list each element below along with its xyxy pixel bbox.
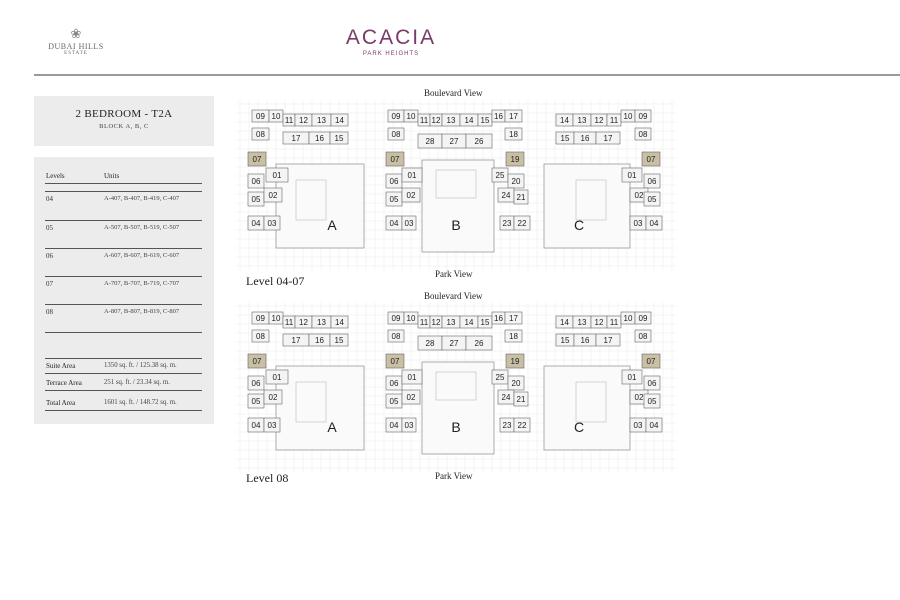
block-label: B xyxy=(451,217,461,233)
table-row-units: A-807, B-807, B-819, C-807 xyxy=(104,308,180,315)
unit-number: 06 xyxy=(251,379,261,388)
unit-number: 17 xyxy=(603,336,613,345)
dubai-hills-logo xyxy=(44,28,108,56)
unit-number: 11 xyxy=(284,318,294,327)
unit-number: 14 xyxy=(335,116,344,125)
unit-number: 16 xyxy=(494,314,503,323)
unit-number: 02 xyxy=(406,191,416,200)
table-divider xyxy=(45,358,202,359)
unit-number: 12 xyxy=(431,318,441,327)
unit-number: 06 xyxy=(647,379,657,388)
unit-number: 13 xyxy=(317,318,326,327)
unit-number: 05 xyxy=(647,397,657,406)
unit-number: 16 xyxy=(580,336,590,345)
unit-number: 05 xyxy=(389,195,399,204)
block-label: C xyxy=(573,217,585,233)
unit-number: 08 xyxy=(391,130,401,139)
unit-number: 04 xyxy=(389,219,399,228)
unit-number: 24 xyxy=(501,393,511,402)
unit-number: 17 xyxy=(603,134,613,143)
table-row-level: 08 xyxy=(46,308,53,316)
unit-number: 25 xyxy=(495,373,505,382)
unit-type-title: 2 BEDROOM - T2A xyxy=(75,108,173,120)
header xyxy=(0,0,900,76)
table-divider xyxy=(45,276,202,277)
unit-number: 12 xyxy=(594,318,604,327)
unit-number: 11 xyxy=(609,318,619,327)
unit-number: 07 xyxy=(252,155,262,164)
unit-number: 15 xyxy=(560,134,570,143)
unit-number: 15 xyxy=(334,336,344,345)
unit-number: 04 xyxy=(649,421,659,430)
unit-number: 13 xyxy=(446,318,456,327)
unit-number: 08 xyxy=(638,332,648,341)
floor-plan-level-04-07 xyxy=(236,100,676,270)
unit-number: 16 xyxy=(494,112,503,121)
unit-number: 05 xyxy=(251,397,261,406)
unit-number: 02 xyxy=(268,393,278,402)
plan2-top-label: Boulevard View xyxy=(424,291,483,301)
unit-number: 09 xyxy=(638,314,648,323)
dubai-hills-logo-line2: ESTATE xyxy=(64,51,88,56)
table-row-units: A-607, B-607, B-619, C-607 xyxy=(104,252,180,259)
unit-number: 10 xyxy=(623,314,633,323)
unit-number: 10 xyxy=(271,112,281,121)
unit-number: 03 xyxy=(267,421,277,430)
table-divider xyxy=(45,373,202,374)
flower-icon: ❀ xyxy=(70,26,82,41)
unit-number: 09 xyxy=(256,314,265,323)
unit-number: 11 xyxy=(419,116,429,125)
unit-number: 23 xyxy=(502,219,512,228)
unit-number: 14 xyxy=(335,318,344,327)
unit-number: 03 xyxy=(404,219,414,228)
unit-number: 13 xyxy=(577,318,587,327)
total-area-label: Total Area xyxy=(46,399,76,407)
unit-number: 07 xyxy=(390,155,400,164)
unit-number: 18 xyxy=(509,130,518,139)
block-label: A xyxy=(327,217,337,233)
unit-number: 03 xyxy=(267,219,277,228)
unit-number: 21 xyxy=(516,395,526,404)
unit-number: 13 xyxy=(446,116,456,125)
unit-number: 06 xyxy=(389,379,399,388)
unit-number: 03 xyxy=(404,421,414,430)
unit-number: 10 xyxy=(406,314,416,323)
table-row-level: 04 xyxy=(46,195,53,203)
unit-number: 17 xyxy=(509,314,518,323)
unit-number: 02 xyxy=(634,393,644,402)
unit-number: 12 xyxy=(299,318,308,327)
unit-number: 16 xyxy=(580,134,590,143)
brand-subtitle: PARK HEIGHTS xyxy=(362,51,420,57)
block-label: A xyxy=(327,419,337,435)
block-label: C xyxy=(573,419,585,435)
unit-number: 01 xyxy=(272,171,282,180)
unit-number: 19 xyxy=(510,155,520,164)
table-row-level: 05 xyxy=(46,224,53,232)
table-divider xyxy=(45,390,202,391)
unit-number: 21 xyxy=(516,193,526,202)
table-row-units: A-707, B-707, B-719, C-707 xyxy=(104,280,180,287)
unit-number: 20 xyxy=(511,177,521,186)
table-row-level: 06 xyxy=(46,252,53,260)
unit-number: 04 xyxy=(251,421,261,430)
unit-number: 15 xyxy=(560,336,570,345)
unit-number: 08 xyxy=(256,332,265,341)
floor-plan-level-08 xyxy=(236,302,676,472)
unit-number: 27 xyxy=(449,339,459,348)
unit-number: 05 xyxy=(647,195,657,204)
unit-number: 01 xyxy=(407,171,417,180)
block-c-core xyxy=(544,164,630,248)
unit-number: 15 xyxy=(480,318,490,327)
unit-number: 01 xyxy=(407,373,417,382)
unit-number: 08 xyxy=(391,332,401,341)
unit-number: 22 xyxy=(517,421,527,430)
table-row-level: 07 xyxy=(46,280,53,288)
unit-number: 28 xyxy=(425,137,435,146)
unit-number: 26 xyxy=(474,137,484,146)
dubai-hills-logo-line1: DUBAI HILLS xyxy=(48,42,104,51)
unit-number: 05 xyxy=(389,397,399,406)
block-a-core xyxy=(276,366,364,450)
unit-number: 12 xyxy=(594,116,604,125)
table-divider xyxy=(45,410,202,411)
unit-number: 13 xyxy=(317,116,326,125)
block-label: B xyxy=(451,419,461,435)
unit-number: 11 xyxy=(419,318,429,327)
table-divider xyxy=(45,191,202,192)
unit-number: 17 xyxy=(291,134,301,143)
table-divider xyxy=(45,183,202,184)
unit-number: 15 xyxy=(334,134,344,143)
table-divider xyxy=(45,220,202,221)
unit-number: 07 xyxy=(646,357,656,366)
unit-number: 05 xyxy=(251,195,261,204)
block-c-core xyxy=(544,366,630,450)
unit-number: 08 xyxy=(256,130,265,139)
header-divider xyxy=(34,74,900,76)
unit-number: 07 xyxy=(646,155,656,164)
unit-number: 11 xyxy=(284,116,294,125)
acacia-logo xyxy=(342,26,440,57)
table-row-units: A-407, B-407, B-419, C-407 xyxy=(104,195,180,202)
unit-number: 19 xyxy=(510,357,520,366)
plan1-bottom-label: Park View xyxy=(435,269,473,279)
unit-number: 11 xyxy=(609,116,619,125)
unit-number: 10 xyxy=(271,314,281,323)
unit-number: 02 xyxy=(268,191,278,200)
unit-number: 17 xyxy=(509,112,518,121)
suite-area-value: 1350 sq. ft. / 125.38 sq. m. xyxy=(104,362,177,369)
unit-number: 09 xyxy=(256,112,265,121)
unit-number: 04 xyxy=(649,219,659,228)
unit-number: 22 xyxy=(517,219,527,228)
units-header: Units xyxy=(104,172,120,180)
table-divider xyxy=(45,304,202,305)
unit-number: 20 xyxy=(511,379,521,388)
plan1-top-label: Boulevard View xyxy=(424,88,483,98)
unit-number: 27 xyxy=(449,137,459,146)
unit-number: 09 xyxy=(638,112,648,121)
terrace-area-value: 251 sq. ft. / 23.34 sq. m. xyxy=(104,379,170,386)
unit-number: 16 xyxy=(315,336,324,345)
plan2-level-label: Level 08 xyxy=(246,471,289,485)
unit-number: 04 xyxy=(251,219,261,228)
unit-number: 24 xyxy=(501,191,511,200)
unit-number: 06 xyxy=(389,177,399,186)
unit-blocks: BLOCK A, B, C xyxy=(99,123,149,130)
unit-number: 02 xyxy=(406,393,416,402)
suite-area-label: Suite Area xyxy=(46,362,76,370)
unit-number: 01 xyxy=(627,171,637,180)
unit-number: 08 xyxy=(638,130,648,139)
unit-number: 25 xyxy=(495,171,505,180)
table-divider xyxy=(45,332,202,333)
plan1-level-label: Level 04-07 xyxy=(246,274,305,288)
unit-number: 12 xyxy=(431,116,441,125)
unit-number: 14 xyxy=(464,116,474,125)
block-a-core xyxy=(276,164,364,248)
unit-title-box xyxy=(34,96,214,146)
table-row-units: A-507, B-507, B-519, C-507 xyxy=(104,224,180,231)
unit-number: 01 xyxy=(627,373,637,382)
unit-number: 03 xyxy=(633,421,643,430)
unit-number: 06 xyxy=(251,177,261,186)
unit-number: 13 xyxy=(577,116,587,125)
unit-number: 14 xyxy=(464,318,474,327)
terrace-area-label: Terrace Area xyxy=(46,379,82,387)
unit-number: 16 xyxy=(315,134,324,143)
unit-number: 15 xyxy=(480,116,490,125)
unit-number: 10 xyxy=(623,112,633,121)
unit-number: 10 xyxy=(406,112,416,121)
unit-number: 07 xyxy=(390,357,400,366)
unit-number: 09 xyxy=(391,112,401,121)
block-b-core xyxy=(422,160,494,252)
unit-number: 09 xyxy=(391,314,401,323)
levels-header: Levels xyxy=(46,172,65,180)
unit-number: 14 xyxy=(560,318,569,327)
unit-number: 18 xyxy=(509,332,518,341)
block-b-core xyxy=(422,362,494,454)
unit-number: 03 xyxy=(633,219,643,228)
brand-title: ACACIA xyxy=(345,26,437,49)
unit-number: 02 xyxy=(634,191,644,200)
unit-number: 07 xyxy=(252,357,262,366)
unit-number: 26 xyxy=(474,339,484,348)
unit-number: 04 xyxy=(389,421,399,430)
plan2-bottom-label: Park View xyxy=(435,471,473,481)
floor-plans xyxy=(236,86,676,496)
unit-number: 14 xyxy=(560,116,569,125)
unit-number: 12 xyxy=(299,116,308,125)
total-area-value: 1601 sq. ft. / 148.72 sq. m. xyxy=(104,399,177,406)
table-divider xyxy=(45,248,202,249)
unit-number: 06 xyxy=(647,177,657,186)
unit-number: 17 xyxy=(291,336,301,345)
unit-number: 01 xyxy=(272,373,282,382)
unit-number: 28 xyxy=(425,339,435,348)
unit-number: 23 xyxy=(502,421,512,430)
units-table xyxy=(34,157,214,424)
